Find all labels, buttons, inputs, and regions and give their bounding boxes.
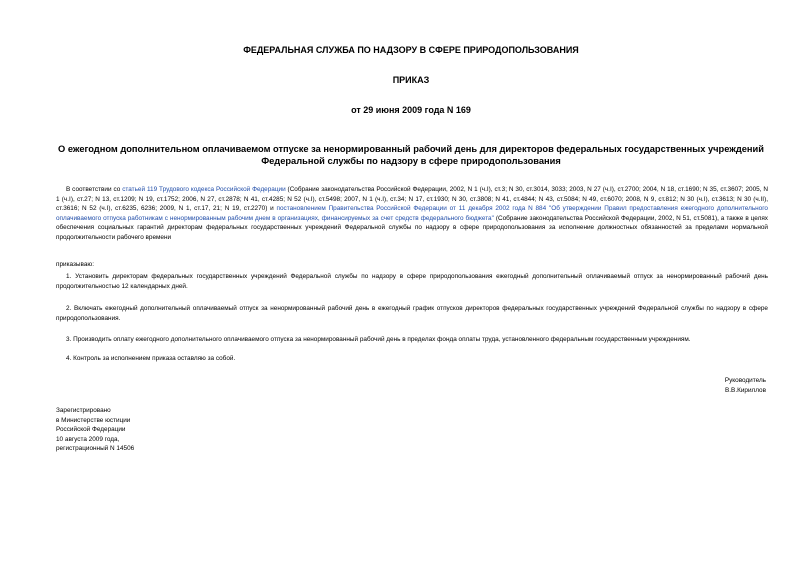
title-line-1: О ежегодном дополнительном оплачиваемом отпуске за ненормированный рабочий день для директоров федеральных государственных учреждений: [58, 144, 764, 154]
registration-line: Зарегистрировано: [56, 407, 111, 414]
document-type-heading: ПРИКАЗ: [392, 75, 430, 85]
registration-line: в Министерстве юстиции: [56, 416, 131, 424]
order-item-4: 4. Контроль за исполнением приказа оставляю за собой.: [66, 355, 236, 362]
registration-block: [56, 406, 134, 454]
signature-name: В.В.Кириллов: [725, 386, 766, 394]
order-item-1: 1. Установить директорам федеральных государственных учреждений Федеральной службы по надзору в сфере природопользования ежегодный дополнительный оплачиваемый отпуск за ненормированный рабочий день продолжительностью 12 календарных дней.: [56, 273, 768, 290]
registration-line: 10 августа 2009 года,: [56, 435, 120, 443]
signature-block: [725, 376, 766, 395]
labor-code-link[interactable]: статьей 119 Трудового кодекса Российской Федерации: [122, 186, 286, 193]
preamble-text-1: В соответствии со: [66, 186, 123, 193]
government-decree-link[interactable]: постановлением Правительства Российской Федерации от 11 декабря 2002 года N 884 "Об утверждении Правил предоставления ежегодного дополнительного оплачиваемого отпуска работникам с ненормированным рабочим днем в организациях, финансируемых за счет средств федерального бюджета": [56, 205, 768, 222]
registration-line: Российской Федерации: [56, 426, 126, 434]
organization-heading: ФЕДЕРАЛЬНАЯ СЛУЖБА ПО НАДЗОРУ В СФЕРЕ ПРИРОДОПОЛЬЗОВАНИЯ: [243, 45, 579, 55]
order-item-2: 2. Включать ежегодный дополнительный оплачиваемый отпуск за ненормированный рабочий день в ежегодный график отпусков директоров федеральных государственных учреждений Федеральной службы по надзору в сфере природопользования.: [56, 305, 768, 322]
title-line-2: Федеральной службы по надзору в сфере природопользования: [261, 155, 561, 166]
order-word: приказываю:: [56, 261, 94, 268]
preamble-text-3: (Собрание законодательства Российской Федерации, 2002, N 51, ст.5081), а также в целях обеспечения социальных гарантий директорам федеральных государственных учреждений Федеральной службы по надзору в сфере природопользования за исполнение должностных обязанностей за пределами нормальной продолжительности рабочего времени: [56, 214, 768, 241]
order-item-3: 3. Производить оплату ежегодного дополнительного оплачиваемого отпуска за ненормированный рабочий день в пределах фонда оплаты труда, установленного федеральным государственным учреждениям.: [66, 336, 691, 343]
preamble-paragraph: [56, 185, 768, 243]
signature-position: Руководитель: [724, 377, 766, 384]
preamble-text-2: (Собрание законодательства Российской Федерации, 2002, N 1 (ч.I), ст.3; N 30, ст.3014, 3033; 2003, N 27 (ч.I), ст.2700; 2004, N 18, ст.1690; N 35, ст.3607; 2005, N 1 (ч.I), ст.27; N 13, ст.1209; N 19, ст.1752; 2006, N 27, ст.2878; N 41, ст.4285; N 52 (ч.I), ст.5498; 2007, N 1 (ч.I), ст.34; N 17, ст.1930; N 30, ст.3808; N 41, ст.4844; N 43, ст.5084; N 49, ст.6070; 2008, N 9, ст.812; N 30 (ч.I), ст.3613; N 30 (ч.II), ст.3616; N 52 (ч.I), ст.6235, 6236; 2009, N 1, ст.17, 21; N 19, ст.2270) и: [56, 186, 768, 213]
date-number-heading: от 29 июня 2009 года N 169: [351, 105, 471, 115]
registration-line: регистрационный N 14506: [56, 445, 135, 453]
document-title: [55, 144, 767, 167]
